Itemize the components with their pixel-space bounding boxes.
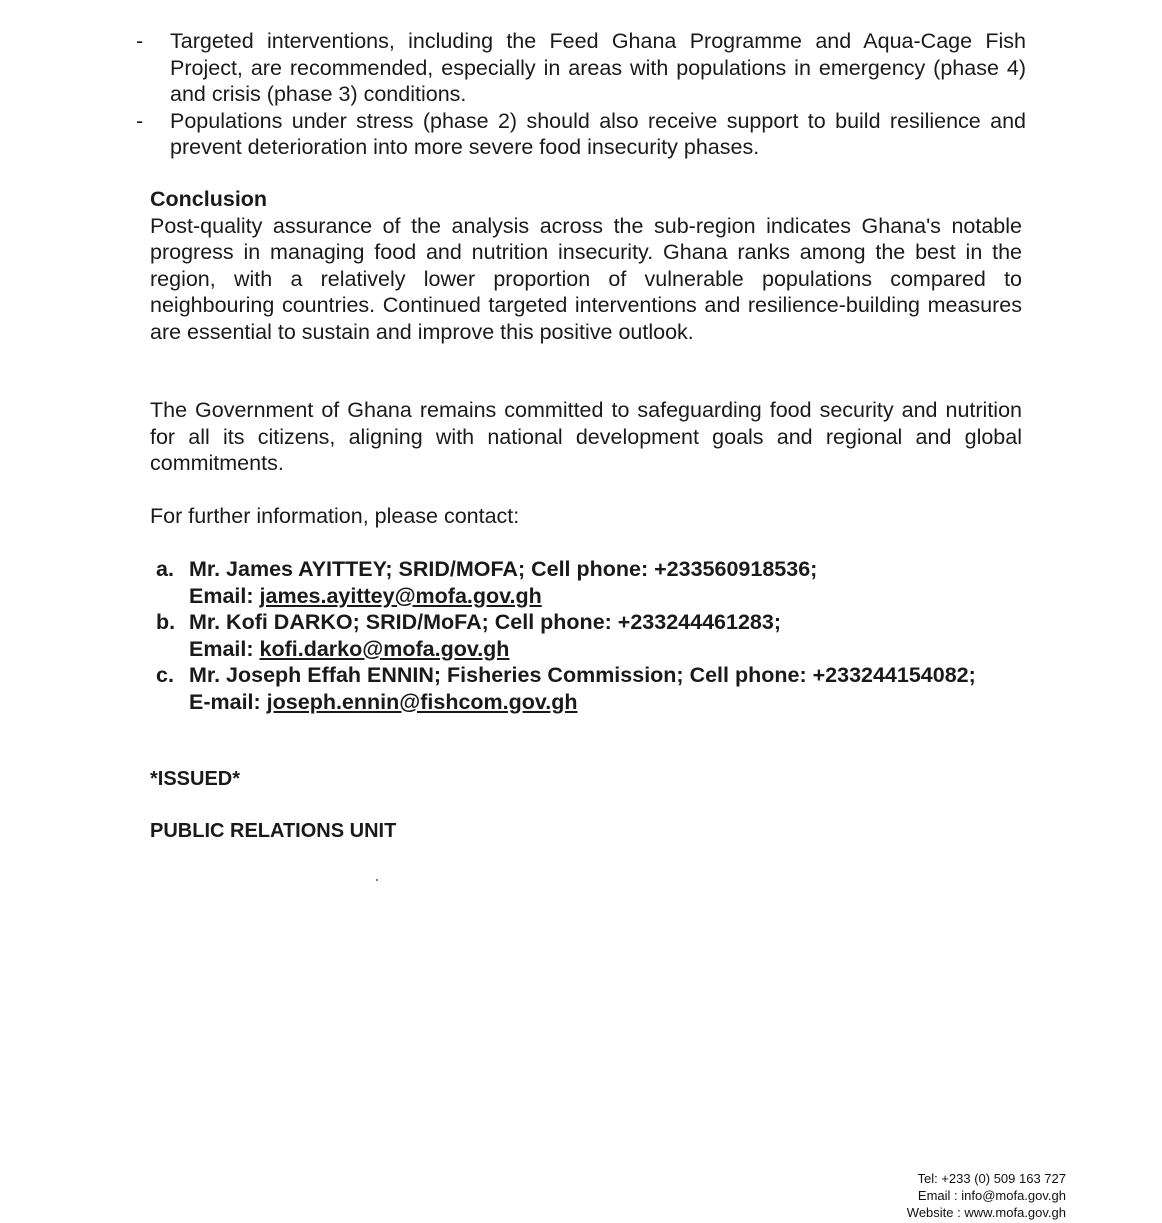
email-link[interactable]: joseph.ennin@fishcom.gov.gh	[266, 689, 578, 714]
footer-contact-block	[907, 1170, 1066, 1221]
contact-item	[150, 609, 1050, 662]
bullet-marker: -	[136, 29, 144, 53]
contact-marker: c.	[156, 663, 174, 687]
commitment-section	[150, 397, 1022, 477]
contact-email-line	[189, 583, 1050, 610]
contact-email-line	[189, 689, 1050, 716]
contact-item	[150, 556, 1050, 609]
recommendation-list	[136, 28, 1026, 161]
footer-tel: Tel: +233 (0) 509 163 727	[917, 1171, 1066, 1186]
footer-website: Website : www.mofa.gov.gh	[906, 1205, 1066, 1220]
contact-list	[150, 556, 1050, 715]
issuing-unit: PUBLIC RELATIONS UNIT	[150, 820, 397, 842]
contact-email-line	[189, 636, 1050, 663]
contact-intro-section	[150, 503, 1022, 530]
conclusion-section	[150, 186, 1022, 345]
email-label: Email:	[189, 583, 254, 608]
stray-dot	[376, 879, 378, 881]
footer-email: Email : info@mofa.gov.gh	[917, 1188, 1066, 1203]
contact-marker: a.	[156, 557, 174, 581]
commitment-paragraph: The Government of Ghana remains committed to safeguarding food security and nutrition for all its citizens, aligning with national development goals and regional and global commitments.	[150, 398, 1022, 475]
email-link[interactable]: james.ayittey@mofa.gov.gh	[259, 583, 542, 608]
conclusion-paragraph: Post-quality assurance of the analysis across the sub-region indicates Ghana's notable progress in managing food and nutrition insecurity. Ghana ranks among the best in the region, with a relatively lower proportion of vulnerable populations compared to neighbouring countries. Continued targeted interventions and resilience-building measures are essential to sustain and improve this positive outlook.	[150, 213, 1022, 344]
contact-details: Mr. James AYITTEY; SRID/MOFA; Cell phone: +233560918536;	[189, 557, 818, 581]
contact-details: Mr. Joseph Effah ENNIN; Fisheries Commission; Cell phone: +233244154082;	[189, 663, 976, 687]
bullet-marker: -	[136, 108, 144, 133]
email-link[interactable]: kofi.darko@mofa.gov.gh	[259, 636, 510, 661]
issued-label: *ISSUED*	[150, 768, 241, 790]
contact-details: Mr. Kofi DARKO; SRID/MoFA; Cell phone: +233244461283;	[189, 610, 781, 634]
bullet-text: Populations under stress (phase 2) should also receive support to build resilience and prevent deterioration into more severe food insecurity phases.	[170, 108, 1026, 159]
contact-intro: For further information, please contact:	[150, 504, 520, 528]
conclusion-heading: Conclusion	[150, 187, 268, 211]
list-item	[136, 28, 1026, 108]
bullet-text: Targeted interventions, including the Feed Ghana Programme and Aqua-Cage Fish Project, are recommended, especially in areas with populations in emergency (phase 4) and crisis (phase 3) conditions.	[170, 29, 1026, 106]
list-item	[136, 108, 1026, 161]
email-label: Email:	[189, 636, 254, 661]
contact-marker: b.	[156, 610, 176, 634]
email-label: E-mail:	[189, 689, 261, 714]
contact-item	[150, 662, 1050, 715]
